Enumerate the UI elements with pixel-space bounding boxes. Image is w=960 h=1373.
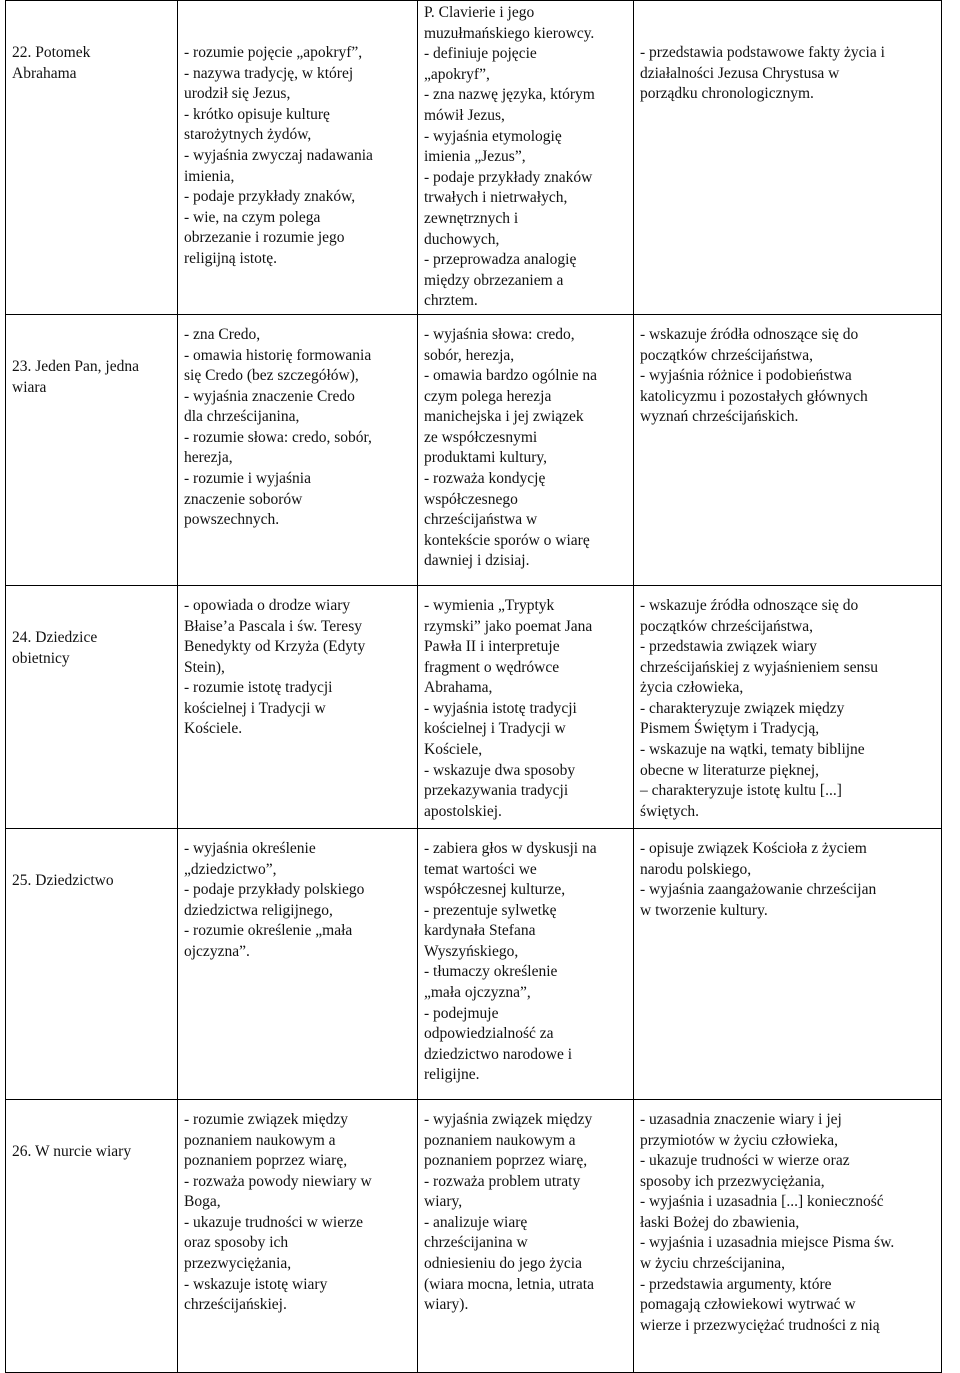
text-line: „apokryf”, (424, 65, 490, 83)
text-line: czym polega herezja (424, 387, 552, 405)
text-line: - wyjaśnia i uzasadnia [...] konieczność (640, 1193, 884, 1211)
text-line: - wie, na czym polega (184, 208, 321, 226)
text-line: - wskazuje źródła odnoszące się do (640, 325, 859, 343)
text-line: Pawła II i interpretuje (424, 638, 560, 656)
text-line: manichejska i jej związek (424, 408, 584, 426)
text-line: - wyjaśnia zaangażowanie chrześcijan (640, 881, 877, 899)
full-requirements-cell (634, 1099, 942, 1372)
topic-cell (6, 1, 178, 315)
text-line: sposoby ich przezwyciężania, (640, 1172, 825, 1190)
text-line: Boga, (184, 1193, 221, 1211)
text-line: - prezentuje sylwetkę (424, 901, 557, 919)
text-line: (wiara mocna, letnia, utrata (424, 1275, 594, 1293)
text-line: imienia „Jezus”, (424, 148, 526, 166)
text-line: - zna nazwę języka, którym (424, 86, 595, 104)
text-line: - tłumaczy określenie (424, 963, 558, 981)
text-line: - rozumie istotę tradycji (184, 679, 333, 697)
table-row (6, 585, 942, 828)
text-line: ojczyzna”. (184, 942, 250, 960)
text-line: przekazywania tradycji (424, 782, 569, 800)
text-line: - opisuje związek Kościoła z życiem (640, 839, 867, 857)
text-line: - rozważa problem utraty (424, 1172, 581, 1190)
text-line: początków chrześcijaństwa, (640, 617, 814, 635)
text-line: odpowiedzialność za (424, 1025, 554, 1043)
text-line: Benedykty od Krzyża (Edyty (184, 638, 366, 656)
text-line: - rozumie pojęcie „apokryf”, (184, 44, 363, 61)
text-line: - podejmuje (424, 1004, 499, 1022)
text-line: przymiotów w życiu człowieka, (640, 1131, 838, 1149)
table-row (6, 1, 942, 315)
table-row (6, 1099, 942, 1372)
basic-requirements-cell (178, 828, 418, 1099)
text-line: chrześcijaństwa w (424, 511, 538, 529)
text-line: współczesnego (424, 490, 518, 508)
text-line: kościelnej i Tradycji w (184, 699, 326, 717)
text-line: poznaniem poprzez wiarę, (424, 1152, 588, 1170)
text-line: - podaje przykłady znaków, (184, 188, 356, 206)
text-line: - nazywa tradycję, w której (184, 64, 354, 82)
text-line: współczesnej kulturze, (424, 881, 566, 899)
text-line: - ukazuje trudności w wierze oraz (640, 1152, 850, 1170)
text-line: - wyjaśnia określenie (184, 839, 316, 857)
curriculum-table (5, 0, 942, 1373)
text-line: 22. Potomek (12, 44, 91, 61)
text-line: duchowych, (424, 230, 500, 248)
text-line: wiara (12, 378, 47, 396)
text-line: Kościele, (424, 741, 483, 759)
text-line: odniesieniu do jego życia (424, 1255, 582, 1273)
full-requirements-cell (634, 828, 942, 1099)
text-line: - rozumie słowa: credo, sobór, (184, 428, 372, 446)
basic-requirements-cell (178, 1099, 418, 1372)
text-line: kardynała Stefana (424, 922, 536, 940)
text-line: - uzasadnia znaczenie wiary i jej (640, 1110, 842, 1128)
text-line: - przedstawia związek wiary (640, 638, 817, 656)
text-line: produktami kultury, (424, 449, 547, 467)
text-line: pomagają człowiekowi wytrwać w (640, 1296, 856, 1314)
text-line: – charakteryzuje istotę kultu [...] (640, 782, 842, 800)
text-line: - omawia historię formowania (184, 346, 372, 364)
text-line: poznaniem poprzez wiarę, (184, 1152, 348, 1170)
text-line: - wskazuje źródła odnoszące się do (640, 596, 859, 614)
text-line: Błaise’a Pascala i św. Teresy (184, 617, 362, 635)
text-line: - wyjaśnia słowa: credo, (424, 325, 575, 343)
text-line: chrztem. (424, 292, 478, 310)
text-line: - analizuje wiarę (424, 1213, 528, 1231)
text-line: - wyjaśnia różnice i podobieństwa (640, 367, 852, 385)
text-line: chrześcijanina w (424, 1234, 528, 1252)
text-line: powszechnych. (184, 511, 280, 529)
full-requirements-cell (634, 314, 942, 585)
text-line: - rozważa powody niewiary w (184, 1172, 372, 1190)
text-line: wierze i przezwyciężać trudności z nią (640, 1316, 880, 1334)
text-line: 26. W nurcie wiary (12, 1142, 132, 1160)
text-line: między obrzezaniem a (424, 271, 564, 289)
basic-requirements-cell (178, 585, 418, 828)
text-line: apostolskiej. (424, 802, 502, 820)
text-line: - rozumie określenie „mała (184, 922, 353, 940)
text-line: się Credo (bez szczegółów), (184, 367, 359, 385)
text-line: poznaniem naukowym a (184, 1131, 336, 1149)
basic-requirements-cell (178, 1, 418, 315)
text-line: początków chrześcijaństwa, (640, 346, 814, 364)
text-line: - rozważa kondycję (424, 470, 546, 488)
text-line: łaski Bożej do zbawienia, (640, 1213, 800, 1231)
text-line: - wskazuje na wątki, tematy biblijne (640, 741, 865, 759)
text-line: - definiuje pojęcie (424, 45, 537, 63)
text-line: poznaniem naukowym a (424, 1131, 576, 1149)
text-line: obecne w literaturze pięknej, (640, 761, 820, 779)
table-row (6, 828, 942, 1099)
topic-cell (6, 314, 178, 585)
text-line: - wymienia „Tryptyk (424, 596, 555, 614)
text-line: temat wartości we (424, 860, 537, 878)
text-line: - omawia bardzo ogólnie na (424, 367, 598, 385)
text-line: Abrahama (12, 64, 77, 82)
text-line: „mała ojczyzna”, (424, 984, 531, 1002)
text-line: dawniej i dzisiaj. (424, 552, 530, 570)
text-line: starożytnych żydów, (184, 126, 312, 144)
text-line: 24. Dziedzice (12, 628, 98, 646)
text-line: urodził się Jezus, (184, 85, 291, 103)
text-line: - wskazuje dwa sposoby (424, 761, 576, 779)
text-line: kontekście sporów o wiarę (424, 531, 590, 549)
text-line: narodu polskiego, (640, 860, 752, 878)
topic-cell (6, 585, 178, 828)
text-line: - wyjaśnia istotę tradycji (424, 699, 577, 717)
text-line: herezja, (184, 449, 233, 467)
text-line: kościelnej i Tradycji w (424, 720, 566, 738)
basic-requirements-cell (178, 314, 418, 585)
text-line: Wyszyńskiego, (424, 942, 519, 960)
text-line: - podaje przykłady polskiego (184, 881, 365, 899)
full-requirements-cell (634, 1, 942, 315)
text-line: religijną istotę. (184, 249, 277, 267)
text-line: chrześcijańskiej z wyjaśnieniem sensu (640, 658, 879, 676)
text-line: w tworzenie kultury. (640, 901, 768, 919)
text-line: Kościele. (184, 720, 243, 738)
table-row (6, 314, 942, 585)
topic-cell (6, 1099, 178, 1372)
text-line: - rozumie i wyjaśnia (184, 470, 311, 488)
text-line: - zna Credo, (184, 325, 261, 343)
text-line: „dziedzictwo”, (184, 860, 277, 878)
text-line: wiary). (424, 1296, 469, 1314)
text-line: Stein), (184, 658, 225, 676)
text-line: - wyjaśnia znaczenie Credo (184, 387, 355, 405)
text-line: - wyjaśnia zwyczaj nadawania (184, 146, 373, 164)
text-line: w życiu chrześcijanina, (640, 1255, 786, 1273)
text-line: - ukazuje trudności w wierze (184, 1213, 364, 1231)
text-line: życia człowieka, (640, 679, 744, 697)
text-line: dla chrześcijanina, (184, 408, 300, 426)
extended-requirements-cell (418, 1, 634, 315)
text-line: rzymski” jako poemat Jana (424, 617, 593, 635)
text-line: zewnętrznych i (424, 209, 519, 227)
text-line: - opowiada o drodze wiary (184, 596, 351, 614)
text-line: 23. Jeden Pan, jedna (12, 357, 139, 375)
text-line: fragment o wędrówce (424, 658, 560, 676)
text-line: wyznań chrześcijańskich. (640, 408, 799, 426)
text-line: - zabiera głos w dyskusji na (424, 839, 597, 857)
text-line: religijne. (424, 1066, 480, 1084)
text-line: imienia, (184, 167, 235, 185)
text-line: 25. Dziedzictwo (12, 871, 114, 889)
text-line: - podaje przykłady znaków (424, 168, 593, 186)
topic-cell (6, 828, 178, 1099)
text-line: muzułmańskiego kierowcy. (424, 24, 595, 42)
text-line: dziedzictwo narodowe i (424, 1045, 573, 1063)
text-line: obrzezanie i rozumie jego (184, 229, 345, 247)
text-line: - przedstawia argumenty, które (640, 1275, 832, 1293)
text-line: - przeprowadza analogię (424, 251, 577, 269)
full-requirements-cell (634, 585, 942, 828)
text-line: znaczenie soborów (184, 490, 303, 508)
extended-requirements-cell (418, 1099, 634, 1372)
text-line: - wyjaśnia związek między (424, 1110, 593, 1128)
text-line: - krótko opisuje kulturę (184, 105, 330, 123)
text-line: oraz sposoby ich (184, 1234, 289, 1252)
text-line: obietnicy (12, 649, 70, 667)
text-line: - wyjaśnia etymologię (424, 127, 562, 145)
text-line: działalności Jezusa Chrystusa w (640, 64, 840, 82)
text-line: ze współczesnymi (424, 428, 538, 446)
text-line: świętych. (640, 802, 699, 820)
text-line: - rozumie związek między (184, 1110, 348, 1128)
text-line: P. Clavierie i jego (424, 4, 535, 21)
extended-requirements-cell (418, 314, 634, 585)
text-line: Pismem Świętym i Tradycją, (640, 720, 820, 738)
text-line: trwałych i nietrwałych, (424, 189, 568, 207)
text-line: porządku chronologicznym. (640, 85, 814, 103)
text-line: - charakteryzuje związek między (640, 699, 845, 717)
extended-requirements-cell (418, 585, 634, 828)
text-line: katolicyzmu i pozostałych głównych (640, 387, 868, 405)
text-line: - wskazuje istotę wiary (184, 1275, 328, 1293)
text-line: przezwyciężania, (184, 1255, 292, 1273)
text-line: chrześcijańskiej. (184, 1296, 287, 1314)
text-line: mówił Jezus, (424, 106, 505, 124)
text-line: dziedzictwa religijnego, (184, 901, 333, 919)
text-line: - wyjaśnia i uzasadnia miejsce Pisma św. (640, 1234, 895, 1252)
extended-requirements-cell (418, 828, 634, 1099)
text-line: wiary, (424, 1193, 463, 1211)
text-line: Abrahama, (424, 679, 493, 697)
text-line: sobór, herezja, (424, 346, 515, 364)
text-line: - przedstawia podstawowe fakty życia i (640, 44, 885, 61)
